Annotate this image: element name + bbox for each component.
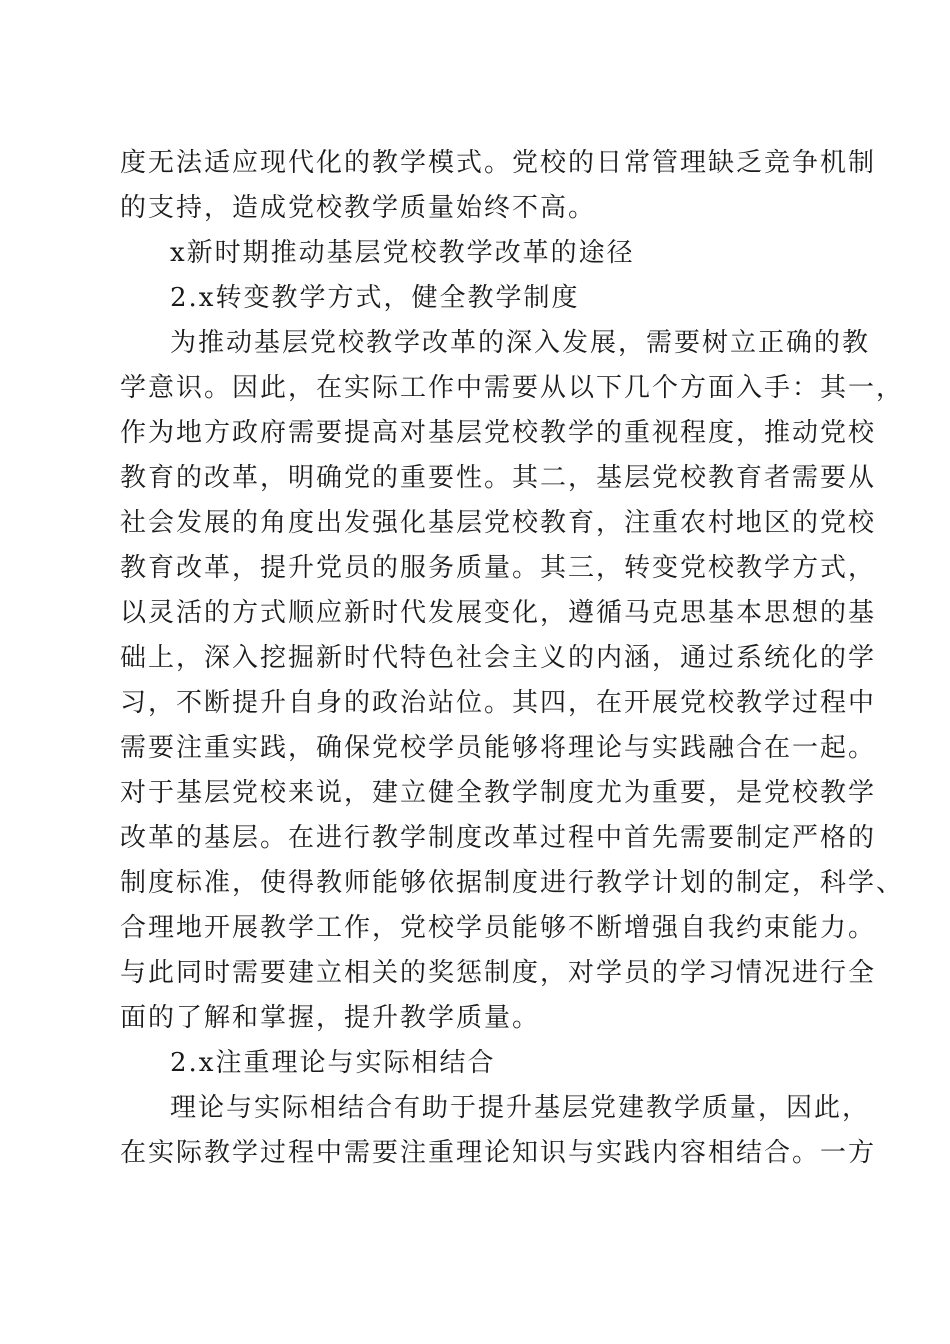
paragraph-line: 为推动基层党校教学改革的深入发展，需要树立正确的教 <box>170 328 871 358</box>
paragraph-line: 习，不断提升自身的政治站位。其四，在开展党校教学过程中 <box>120 688 877 718</box>
subsection-heading: 2.x注重理论与实际相结合 <box>170 1048 496 1078</box>
paragraph-line: 础上，深入挖掘新时代特色社会主义的内涵，通过系统化的学 <box>120 643 877 673</box>
paragraph-line: 制度标准，使得教师能够依据制度进行教学计划的制定，科学、 <box>120 868 905 898</box>
paragraph-line: 合理地开展教学工作，党校学员能够不断增强自我约束能力。 <box>120 913 877 943</box>
paragraph-line: 理论与实际相结合有助于提升基层党建教学质量，因此， <box>170 1093 871 1123</box>
paragraph-line: 教育改革，提升党员的服务质量。其三，转变党校教学方式， <box>120 553 877 583</box>
paragraph-line: 面的了解和掌握，提升教学质量。 <box>120 1003 541 1033</box>
paragraph-line: 与此同时需要建立相关的奖惩制度，对学员的学习情况进行全 <box>120 958 877 988</box>
paragraph-line: 需要注重实践，确保党校学员能够将理论与实践融合在一起。 <box>120 733 877 763</box>
paragraph-line: 改革的基层。在进行教学制度改革过程中首先需要制定严格的 <box>120 823 877 853</box>
paragraph-line: 作为地方政府需要提高对基层党校教学的重视程度，推动党校 <box>120 418 877 448</box>
paragraph-line: 教育的改革，明确党的重要性。其二，基层党校教育者需要从 <box>120 463 877 493</box>
paragraph-line: 对于基层党校来说，建立健全教学制度尤为重要，是党校教学 <box>120 778 877 808</box>
paragraph-line: 社会发展的角度出发强化基层党校教育，注重农村地区的党校 <box>120 508 877 538</box>
text-line: 度无法适应现代化的教学模式。党校的日常管理缺乏竞争机制 <box>120 148 877 178</box>
section-heading: x新时期推动基层党校教学改革的途径 <box>170 238 635 268</box>
paragraph-line: 以灵活的方式顺应新时代发展变化，遵循马克思基本思想的基 <box>120 598 877 628</box>
paragraph-line: 学意识。因此，在实际工作中需要从以下几个方面入手：其一， <box>120 373 905 403</box>
paragraph-line: 在实际教学过程中需要注重理论知识与实践内容相结合。一方 <box>120 1138 877 1168</box>
subsection-heading: 2.x转变教学方式，健全教学制度 <box>170 283 580 313</box>
text-line: 的支持，造成党校教学质量始终不高。 <box>120 193 597 223</box>
